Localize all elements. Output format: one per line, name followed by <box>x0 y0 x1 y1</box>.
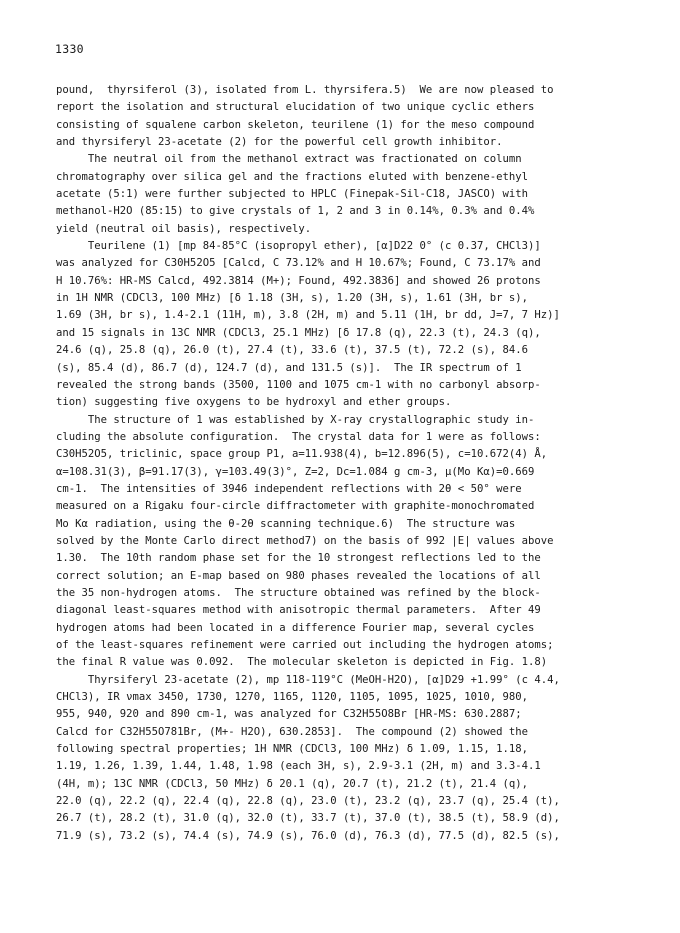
text-line: chromatography over silica gel and the fractions eluted with benzene-ethyl <box>56 170 528 183</box>
text-line: (s), 85.4 (d), 86.7 (d), 124.7 (d), and 131.5 (s)]. The IR spectrum of 1 <box>56 361 522 374</box>
body-text <box>56 82 630 845</box>
text-line: tion) suggesting five oxygens to be hydroxyl and ether groups. <box>56 396 452 409</box>
text-line: revealed the strong bands (3500, 1100 and 1075 cm-1 with no carbonyl absorp- <box>56 378 541 391</box>
text-line: (4H, m); 13C NMR (CDCl3, 50 MHz) δ 20.1 (q), 20.7 (t), 21.2 (t), 21.4 (q), <box>56 777 528 790</box>
text-line: α=108.31(3), β=91.17(3), γ=103.49(3)°, Z=2, Dc=1.084 g cm-3, μ(Mo Kα)=0.669 <box>56 465 535 478</box>
text-line: report the isolation and structural elucidation of two unique cyclic ethers <box>56 101 535 114</box>
text-line: Teurilene (1) [mp 84-85°C (isopropyl ether), [α]D22 0° (c 0.37, CHCl3)] <box>56 240 541 253</box>
text-line: was analyzed for C30H52O5 [Calcd, C 73.12% and H 10.67%; Found, C 73.17% and <box>56 257 541 270</box>
text-line: and thyrsiferyl 23-acetate (2) for the powerful cell growth inhibitor. <box>56 136 503 149</box>
text-line: Thyrsiferyl 23-acetate (2), mp 118-119°C (MeOH-H2O), [α]D29 +1.99° (c 4.4, <box>56 673 560 686</box>
text-line: The structure of 1 was established by X-ray crystallographic study in- <box>56 413 535 426</box>
text-line: 1.69 (3H, br s), 1.4-2.1 (11H, m), 3.8 (2H, m) and 5.11 (1H, br dd, J=7, 7 Hz)] <box>56 309 560 322</box>
text-line: 1.30. The 10th random phase set for the 10 strongest reflections led to the <box>56 552 541 565</box>
text-line: 955, 940, 920 and 890 cm-1, was analyzed for C32H55O8Br [HR-MS: 630.2887; <box>56 708 522 721</box>
text-line: Mo Kα radiation, using the θ-2θ scanning technique.6) The structure was <box>56 517 516 530</box>
text-line: in 1H NMR (CDCl3, 100 MHz) [δ 1.18 (3H, s), 1.20 (3H, s), 1.61 (3H, br s), <box>56 292 528 305</box>
text-line: methanol-H2O (85:15) to give crystals of 1, 2 and 3 in 0.14%, 0.3% and 0.4% <box>56 205 535 218</box>
text-line: of the least-squares refinement were carried out including the hydrogen atoms; <box>56 639 554 651</box>
text-line: and 15 signals in 13C NMR (CDCl3, 25.1 MHz) [δ 17.8 (q), 22.3 (t), 24.3 (q), <box>56 326 541 339</box>
text-line: solved by the Monte Carlo direct method7) on the basis of 992 |E| values above <box>56 534 554 547</box>
text-line: CHCl3), IR νmax 3450, 1730, 1270, 1165, 1120, 1105, 1095, 1025, 1010, 980, <box>56 691 528 704</box>
text-line: 71.9 (s), 73.2 (s), 74.4 (s), 74.9 (s), 76.0 (d), 76.3 (d), 77.5 (d), 82.5 (s), <box>56 829 560 842</box>
page-number: 1330 <box>55 42 84 56</box>
text-line: hydrogen atoms had been located in a difference Fourier map, several cycles <box>56 621 535 634</box>
text-line: yield (neutral oil basis), respectively. <box>56 222 312 235</box>
text-line: The neutral oil from the methanol extract was fractionated on column <box>56 153 522 166</box>
text-line: C30H52O5, triclinic, space group P1, a=11.938(4), b=12.896(5), c=10.672(4) Å, <box>56 448 548 461</box>
text-line: cluding the absolute configuration. The crystal data for 1 were as follows: <box>56 430 541 443</box>
text-line: diagonal least-squares method with anisotropic thermal parameters. After 49 <box>56 604 541 617</box>
text-line: 22.0 (q), 22.2 (q), 22.4 (q), 22.8 (q), 23.0 (t), 23.2 (q), 23.7 (q), 25.4 (t), <box>56 795 560 808</box>
text-line: correct solution; an E-map based on 980 phases revealed the locations of all <box>56 569 541 582</box>
text-line: pound, thyrsiferol (3), isolated from L. thyrsifera.5) We are now pleased to <box>56 84 554 96</box>
text-line: following spectral properties; 1H NMR (CDCl3, 100 MHz) δ 1.09, 1.15, 1.18, <box>56 743 528 756</box>
text-line: 24.6 (q), 25.8 (q), 26.0 (t), 27.4 (t), 33.6 (t), 37.5 (t), 72.2 (s), 84.6 <box>56 344 528 357</box>
text-line: 1.19, 1.26, 1.39, 1.44, 1.48, 1.98 (each 3H, s), 2.9-3.1 (2H, m) and 3.3-4.1 <box>56 760 541 773</box>
text-line: cm-1. The intensities of 3946 independent reflections with 2θ < 50° were <box>56 482 522 495</box>
text-line: 26.7 (t), 28.2 (t), 31.0 (q), 32.0 (t), 33.7 (t), 37.0 (t), 38.5 (t), 58.9 (d), <box>56 812 560 825</box>
text-line: consisting of squalene carbon skeleton, teurilene (1) for the meso compound <box>56 118 535 131</box>
text-line: the final R value was 0.092. The molecular skeleton is depicted in Fig. 1.8) <box>56 656 548 669</box>
text-line: acetate (5:1) were further subjected to HPLC (Finepak-Sil-C18, JASCO) with <box>56 188 528 201</box>
text-line: Calcd for C32H55O781Br, (M+- H2O), 630.2853]. The compound (2) showed the <box>56 725 528 738</box>
text-line: H 10.76%: HR-MS Calcd, 492.3814 (M+); Found, 492.3836] and showed 26 protons <box>56 274 541 287</box>
text-line: measured on a Rigaku four-circle diffractometer with graphite-monochromated <box>56 500 535 513</box>
text-line: the 35 non-hydrogen atoms. The structure obtained was refined by the block- <box>56 586 541 599</box>
